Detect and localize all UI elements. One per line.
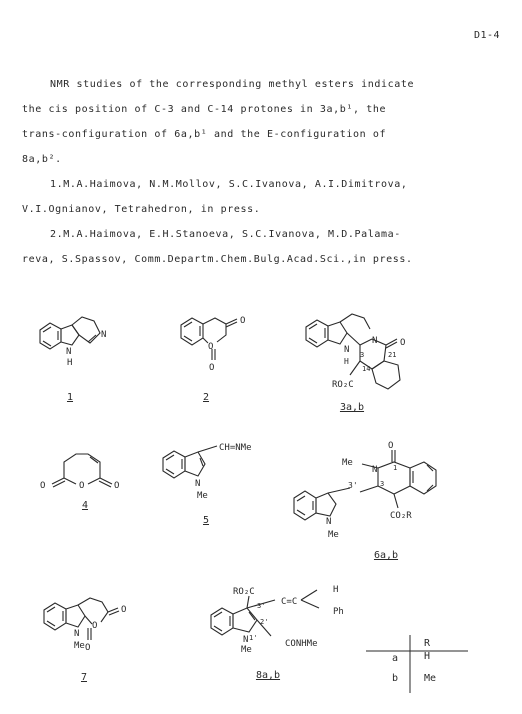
structure-3 <box>300 305 450 405</box>
atom-label: C=C <box>281 597 298 607</box>
structure-4 <box>30 438 140 503</box>
atom-label: Me <box>74 641 85 651</box>
compound-label: 4 <box>81 500 89 511</box>
atom-label: O <box>92 621 98 631</box>
atom-label: N <box>326 517 332 527</box>
compound-label: 2 <box>202 392 210 403</box>
atom-label: O <box>209 363 215 373</box>
atom-label: Me <box>197 491 208 501</box>
atom-label: O <box>79 481 85 491</box>
atom-label: CH=NMe <box>219 443 252 453</box>
reference-line: V.I.Ognianov, Tetrahedron, in press. <box>22 204 261 215</box>
structure-7 <box>38 590 168 665</box>
compound-label: 6a,b <box>373 550 399 561</box>
atom-label: O <box>85 643 91 653</box>
atom-number: 1 <box>393 464 398 472</box>
atom-label: O <box>388 441 394 451</box>
atom-label: N <box>195 479 201 489</box>
references <box>22 172 482 272</box>
atom-number: 3 <box>380 480 385 488</box>
atom-number: 14 <box>362 365 371 373</box>
reference-line: 2.M.A.Haimova, E.H.Stanoeva, S.C.Ivanova, M.D.Palama- <box>50 229 401 240</box>
page-number: D1-4 <box>474 30 501 41</box>
atom-number: 3 <box>360 351 365 359</box>
table-header: R <box>424 638 431 649</box>
structure-2 <box>175 305 265 385</box>
compound-label: 8a,b <box>255 670 281 681</box>
atom-label: Me <box>241 645 252 655</box>
compound-label: 7 <box>80 672 88 683</box>
atom-label: O <box>400 338 406 348</box>
r-substituent-table <box>362 635 472 693</box>
atom-label: Ph <box>333 607 344 617</box>
structure-8 <box>205 580 365 670</box>
atom-number: 1' <box>249 634 258 642</box>
atom-number: 21 <box>388 351 397 359</box>
reference-line: 1.M.A.Haimova, N.M.Mollov, S.C.Ivanova, A.I.Dimitrova, <box>50 179 408 190</box>
table-cell: H <box>424 651 431 662</box>
atom-label: N <box>74 629 80 639</box>
atom-label: RO₂C <box>233 587 255 597</box>
atom-label: H <box>333 585 339 595</box>
paragraph-line: NMR studies of the corresponding methyl esters indicate <box>50 79 415 90</box>
reference-line: reva, S.Spassov, Comm.Departm.Chem.Bulg.Acad.Sci.,in press. <box>22 254 413 265</box>
atom-label: RO₂C <box>332 380 354 390</box>
atom-label: O <box>240 316 246 326</box>
atom-label: N <box>101 330 107 340</box>
atom-label: N <box>243 635 249 645</box>
atom-label: N <box>344 345 350 355</box>
structure-6 <box>290 438 450 548</box>
atom-number: 3' <box>257 602 266 610</box>
compound-label: 3a,b <box>339 402 365 413</box>
atom-label: N <box>66 347 72 357</box>
compound-label: 1 <box>66 392 74 403</box>
table-cell: Me <box>424 673 437 684</box>
table-cell: a <box>392 653 399 664</box>
structure-1 <box>30 305 140 375</box>
atom-label: Me <box>328 530 339 540</box>
paragraph-line: trans-configuration of 6a,b¹ and the E-configuration of <box>22 129 387 140</box>
table-lines <box>362 635 472 693</box>
atom-label: CO₂R <box>390 511 412 521</box>
atom-label: N <box>372 465 378 475</box>
atom-label: O <box>40 481 46 491</box>
paragraph-line: the cis position of C-3 and C-14 protones in 3a,b¹, the <box>22 104 387 115</box>
atom-label: H <box>344 357 349 366</box>
atom-label: O <box>121 605 127 615</box>
atom-number: 2' <box>260 618 269 626</box>
body-paragraph <box>22 72 482 172</box>
atom-label: H <box>67 358 73 368</box>
atom-label: O <box>114 481 120 491</box>
atom-label: N <box>372 336 378 346</box>
paragraph-line: 8a,b². <box>22 154 62 165</box>
atom-label: Me <box>342 458 353 468</box>
compound-label: 5 <box>202 515 210 526</box>
atom-label: O <box>208 342 214 352</box>
atom-number: 3' <box>348 481 358 490</box>
atom-label: CONHMe <box>285 639 318 649</box>
structure-5 <box>155 438 305 508</box>
table-cell: b <box>392 673 399 684</box>
